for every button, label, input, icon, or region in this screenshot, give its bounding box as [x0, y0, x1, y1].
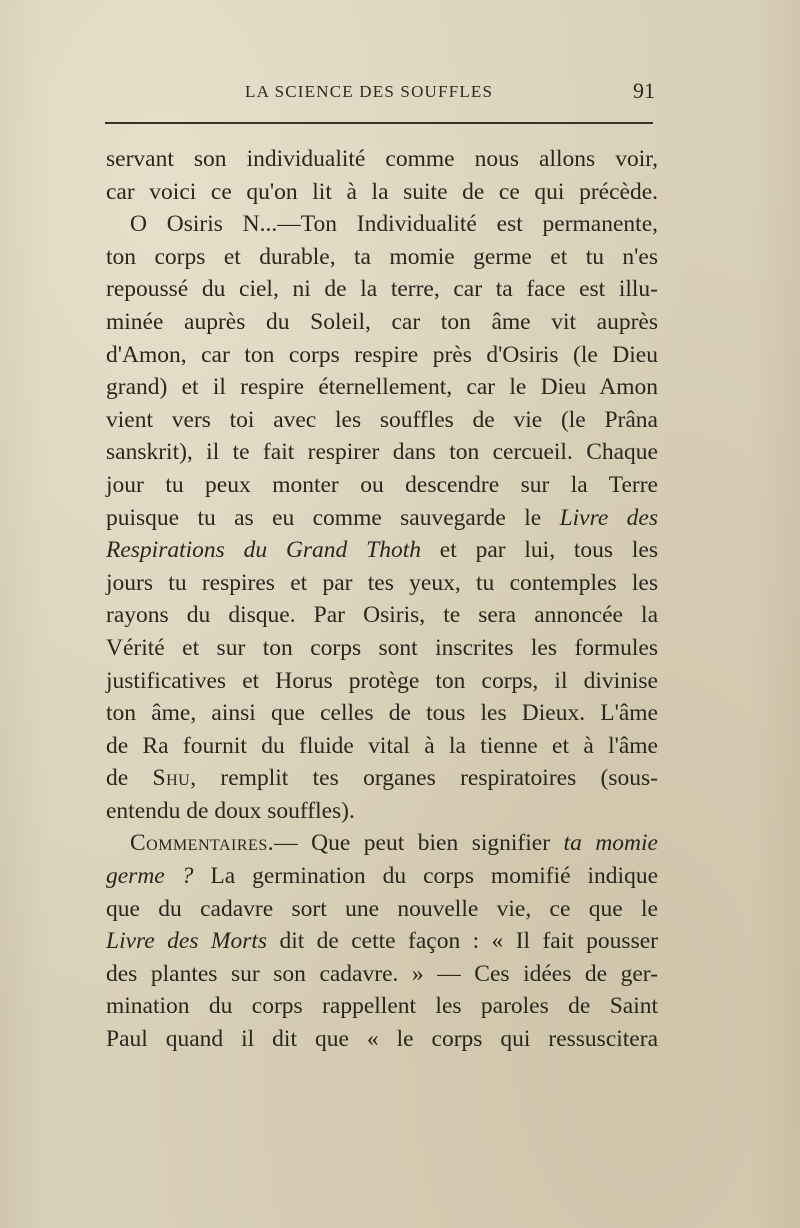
text-line: justificatives et Horus protège ton corps, il divinise [106, 667, 658, 694]
text-line: servant son individualité comme nous allons voir, [106, 146, 658, 172]
text-fragment: de [106, 765, 153, 792]
text-line: jours tu respires et par tes yeux, tu contemples les [106, 569, 658, 596]
header-rule [105, 122, 653, 124]
text-fragment: puisque tu as eu comme sauvegarde le [106, 504, 560, 531]
text-line: rayons du disque. Par Osiris, te sera annoncée la [106, 602, 658, 629]
text-line: grand) et il respire éternellement, car le Dieu Amon [106, 374, 658, 401]
body-text [106, 143, 658, 1056]
book-title-livre-des: Livre des [559, 504, 658, 531]
text-line: vient vers toi avec les souffles de vie (le Prâna [106, 406, 658, 433]
text-line: mination du corps rappellent les paroles de Saint [106, 993, 658, 1020]
text-line: Vérité et sur ton corps sont inscrites les formules [106, 634, 658, 661]
text-italic-germe: germe ? [106, 863, 194, 890]
text-line [106, 827, 658, 860]
text-fragment: , remplit tes organes respiratoires (sous- [190, 765, 658, 792]
text-line: car voici ce qu'on lit à la suite de ce qui précède. [106, 178, 658, 205]
text-fragment: La germination du corps momifié indique [193, 863, 658, 890]
text-line: ton corps et durable, ta momie germe et tu n'es [106, 243, 658, 270]
text-line: de Ra fournit du fluide vital à la tienne et à l'âme [106, 732, 658, 759]
text-line [106, 502, 658, 535]
text-line: repoussé du ciel, ni de la terre, car ta face est illu- [106, 276, 658, 303]
text-line: Paul quand il dit que « le corps qui ressuscitera [106, 1026, 658, 1053]
commentaires-heading: Commentaires. [130, 830, 275, 857]
book-title-respirations: Respirations du Grand Thoth [106, 537, 421, 564]
text-line: minée auprès du Soleil, car ton âme vit auprès [106, 308, 658, 335]
text-line: jour tu peux monter ou descendre sur la Terre [106, 471, 658, 498]
text-line [106, 860, 658, 893]
text-line: O Osiris N...—Ton Individualité est permanente, [130, 211, 658, 238]
text-fragment: — Que peut bien signifier [274, 830, 564, 857]
text-line: ton âme, ainsi que celles de tous les Dieux. L'âme [106, 700, 658, 727]
text-line: d'Amon, car ton corps respire près d'Osiris (le Dieu [106, 341, 658, 368]
text-line [106, 762, 658, 795]
text-italic-ta-momie: ta momie [563, 830, 658, 857]
text-line: que du cadavre sort une nouvelle vie, ce que le [106, 895, 658, 922]
text-line: des plantes sur son cadavre. » — Ces idées de ger- [106, 960, 658, 987]
running-title: LA SCIENCE DES SOUFFLES [245, 82, 494, 101]
text-fragment: dit de cette façon : « Il fait pousser [267, 928, 658, 955]
deity-name-shu: Shu [152, 765, 191, 792]
text-line: sanskrit), il te fait respirer dans ton cercueil. Chaque [106, 439, 658, 466]
text-fragment: et par lui, tous les [420, 537, 658, 564]
text-line [106, 534, 658, 567]
text-line: entendu de doux souffles). [106, 797, 355, 824]
book-title-livre-des-morts: Livre des Morts [106, 928, 268, 955]
page-number: 91 [633, 78, 655, 103]
page-header [105, 78, 665, 108]
text-line [106, 925, 658, 958]
